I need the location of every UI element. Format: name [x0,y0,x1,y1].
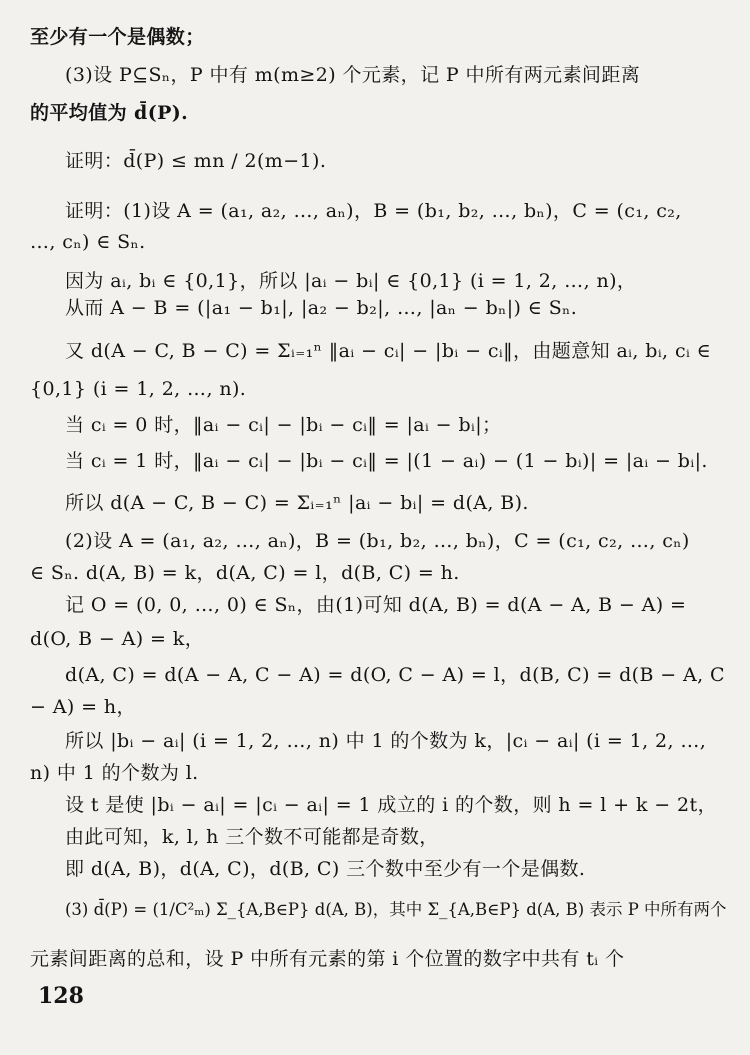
text-line-19: − A) = h， [30,696,136,718]
text-line-14: (2)设 A = (a₁, a₂, …, aₙ)，B = (b₁, b₂, …, bₙ)，C = (c₁, c₂, …, cₙ) [65,530,690,552]
text-line-22: 设 t 是使 |bᵢ − aᵢ| = |cᵢ − aᵢ| = 1 成立的 i 的个数，则 h = l + k − 2t， [65,794,717,816]
text-line-9: 又 d(A − C, B − C) = Σᵢ₌₁ⁿ ‖aᵢ − cᵢ| − |bᵢ − cᵢ‖，由题意知 aᵢ, bᵢ, cᵢ ∈ [65,340,712,362]
text-line-13: 所以 d(A − C, B − C) = Σᵢ₌₁ⁿ |aᵢ − bᵢ| = d(A, B). [65,492,529,514]
text-line-23: 由此可知，k, l, h 三个数不可能都是奇数， [65,826,439,848]
text-line-24: 即 d(A, B)，d(A, C)，d(B, C) 三个数中至少有一个是偶数. [65,858,586,880]
text-line-5: 证明：(1)设 A = (a₁, a₂, …, aₙ)，B = (b₁, b₂, …, bₙ)，C = (c₁, c₂, [65,200,682,222]
text-line-18: d(A, C) = d(A − A, C − A) = d(O, C − A) = l，d(B, C) = d(B − A, C [65,664,725,686]
text-line-16: 记 O = (0, 0, …, 0) ∈ Sₙ，由(1)可知 d(A, B) = d(A − A, B − A) = [65,594,687,616]
text-line-1: 至少有一个是偶数； [30,26,205,48]
text-line-11: 当 cᵢ = 0 时，‖aᵢ − cᵢ| − |bᵢ − cᵢ‖ = |aᵢ − bᵢ|； [65,414,502,436]
text-line-2: (3)设 P⊆Sₙ，P 中有 m(m≥2) 个元素，记 P 中所有两元素间距离 [65,64,641,86]
text-line-3: 的平均值为 d̄(P). [30,102,189,124]
text-line-20: 所以 |bᵢ − aᵢ| (i = 1, 2, …, n) 中 1 的个数为 k，|cᵢ − aᵢ| (i = 1, 2, …, [65,730,707,752]
text-line-21: n) 中 1 的个数为 l. [30,762,199,784]
page-number: 128 [38,983,84,1009]
text-line-10: {0,1} (i = 1, 2, …, n). [30,378,247,400]
text-line-25: (3) d̄(P) = (1/C²ₘ) Σ_{A,B∈P} d(A, B)，其中 Σ_{A,B∈P} d(A, B) 表示 P 中所有两个 [65,900,727,919]
text-line-17: d(O, B − A) = k， [30,628,205,650]
text-line-26: 元素间距离的总和，设 P 中所有元素的第 i 个位置的数字中共有 tᵢ 个 [30,948,625,970]
text-line-8: 从而 A − B = (|a₁ − b₁|, |a₂ − b₂|, …, |aₙ − bₙ|) ∈ Sₙ. [65,297,578,319]
text-line-15: ∈ Sₙ. d(A, B) = k，d(A, C) = l，d(B, C) = h. [30,562,460,584]
text-line-12: 当 cᵢ = 1 时，‖aᵢ − cᵢ| − |bᵢ − cᵢ‖ = |(1 − aᵢ) − (1 − bᵢ)| = |aᵢ − bᵢ|. [65,450,708,472]
text-line-6: …, cₙ) ∈ Sₙ. [30,231,146,253]
text-line-7: 因为 aᵢ, bᵢ ∈ {0,1}，所以 |aᵢ − bᵢ| ∈ {0,1} (i = 1, 2, …, n)， [65,270,637,292]
text-line-4: 证明：d̄(P) ≤ mn / 2(m−1). [65,150,327,172]
